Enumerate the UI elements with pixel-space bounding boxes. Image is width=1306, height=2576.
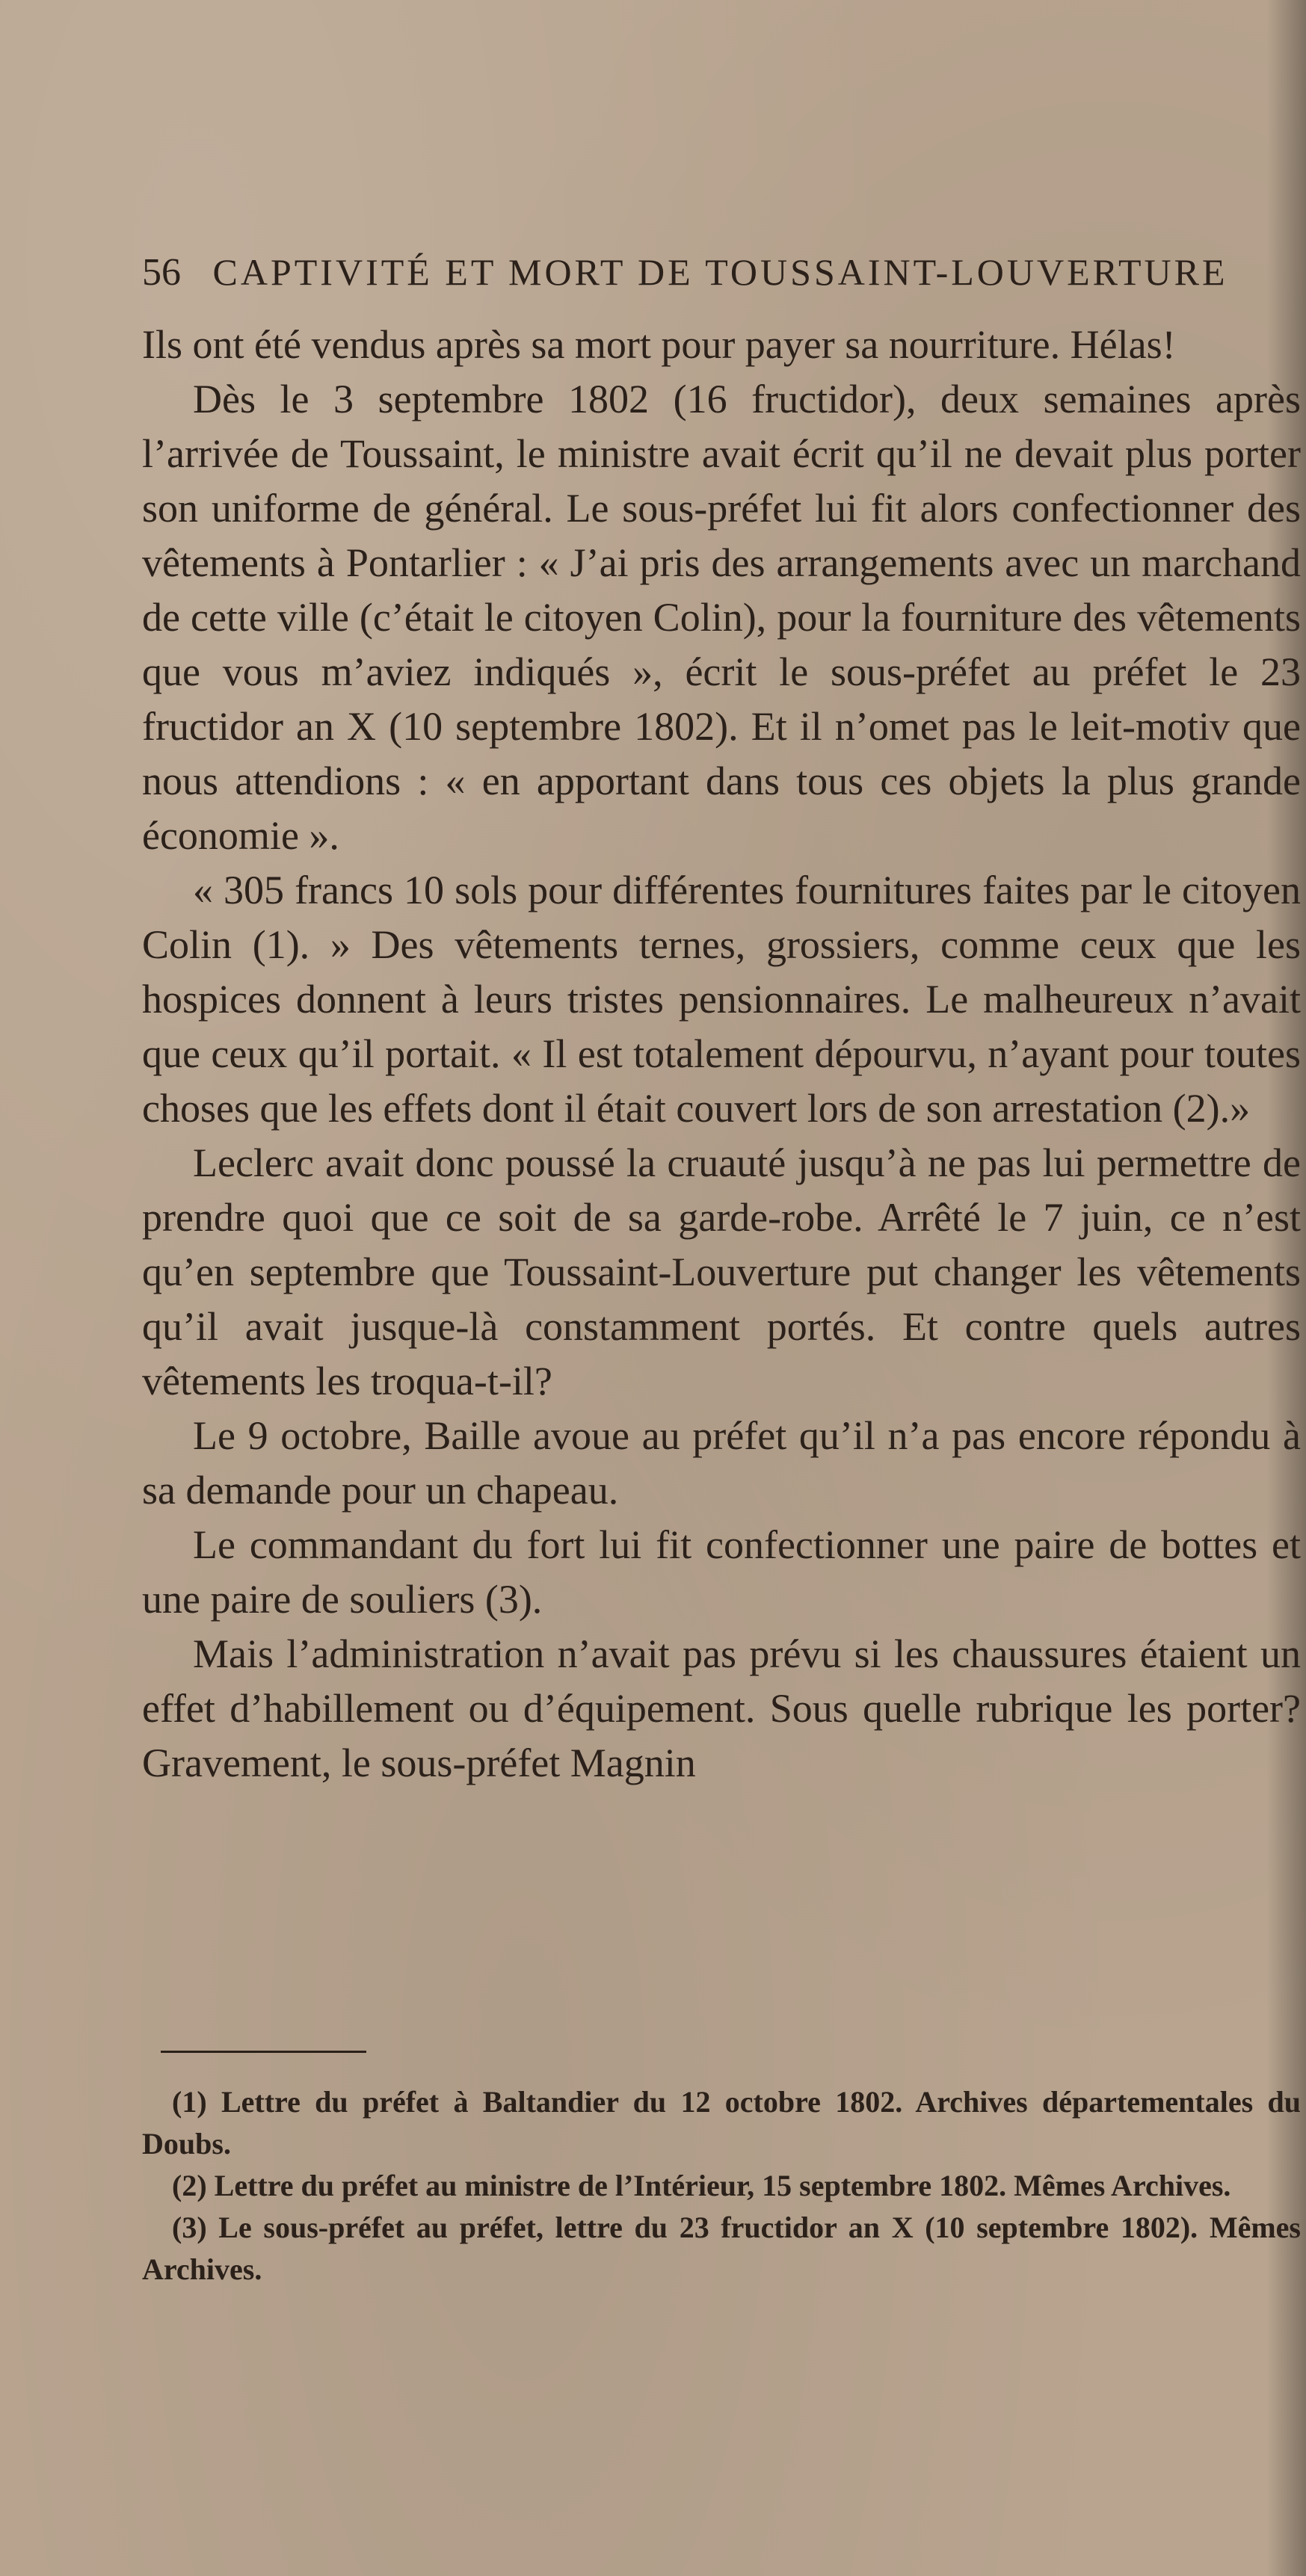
footnote-rule <box>161 2051 366 2053</box>
paragraph-2: Dès le 3 septembre 1802 (16 fructidor), deux semaines après l’arrivée de Toussaint, le ministre avait écrit qu’il ne devait plus porter son uniforme de général. Le sous-préfet lui fit alors confectionner des vêtements à Pontarlier : « J’ai pris des arrangements avec un marchand de cette ville (c’était le citoyen Colin), pour la fourniture des vêtements que vous m’aviez indiqués », écrit le sous-préfet au préfet le 23 fructidor an X (10 septembre 1802). Et il n’omet pas le leit-motiv que nous attendions : « en apportant dans tous ces objets la plus grande économie ». <box>142 377 1301 858</box>
paragraph-3: « 305 francs 10 sols pour différentes fournitures faites par le citoyen Colin (1). » Des vêtements ternes, grossiers, comme ceux que les hospices donnent à leurs tristes pensionnaires. Le malheureux n’avait que ceux qu’il portait. « Il est totalement dépourvu, n’ayant pour toutes choses que les effets dont il était couvert lors de son arrestation (2).» <box>142 868 1301 1131</box>
paragraph-7: Mais l’administration n’avait pas prévu si les chaussures étaient un effet d’habillement ou d’équipement. Sous quelle rubrique les porter? Gravement, le sous-préfet Magnin <box>142 1631 1301 1785</box>
footnotes <box>142 2081 1301 2291</box>
footnote-2: (2) Lettre du préfet au ministre de l’Intérieur, 15 septembre 1802. Mêmes Archives. <box>172 2169 1231 2202</box>
running-title: CAPTIVITÉ ET MORT DE TOUSSAINT-LOUVERTURE <box>212 251 1228 293</box>
footnote-1: (1) Lettre du préfet à Baltandier du 12 octobre 1802. Archives départementales du Doubs. <box>142 2085 1301 2160</box>
paragraph-6: Le commandant du fort lui fit confectionner une paire de bottes et une paire de souliers (3). <box>142 1522 1301 1622</box>
body-text <box>142 318 1301 1791</box>
paragraph-1: Ils ont été vendus après sa mort pour payer sa nourriture. Hélas! <box>142 322 1176 367</box>
paragraph-4: Leclerc avait donc poussé la cruauté jusqu’à ne pas lui permettre de prendre quoi que ce soit de sa garde-robe. Arrêté le 7 juin, ce n’est qu’en septembre que Toussaint-Louverture put changer les vêtements qu’il avait jusque-là constamment portés. Et contre quels autres vêtements les troqua-t-il? <box>142 1140 1301 1403</box>
page-number: 56 <box>142 251 181 294</box>
running-head <box>142 250 1278 294</box>
paragraph-5: Le 9 octobre, Baille avoue au préfet qu’il n’a pas encore répondu à sa demande pour un chapeau. <box>142 1413 1301 1513</box>
footnote-3: (3) Le sous-préfet au préfet, lettre du 23 fructidor an X (10 septembre 1802). Mêmes Archives. <box>142 2211 1301 2286</box>
